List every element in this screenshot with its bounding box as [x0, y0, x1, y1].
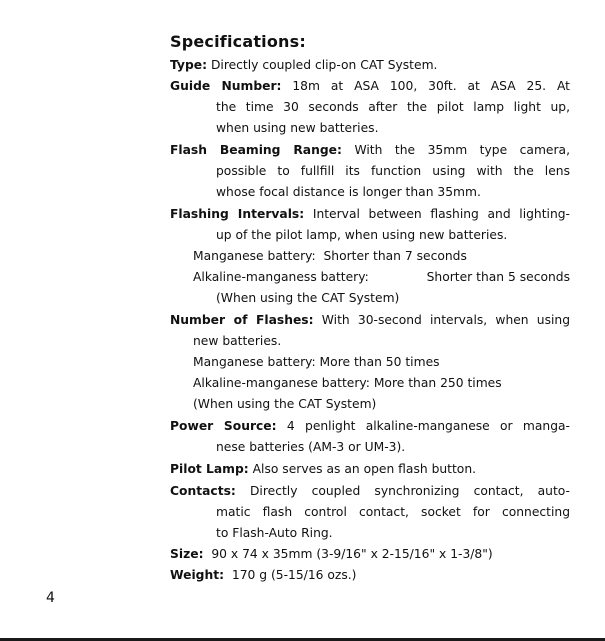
spec-flashing-intervals-alkaline [193, 269, 570, 285]
page-number: 4 [46, 590, 55, 606]
spec-guide-number-line: 18m at ASA 100, 30ft. at ASA 25. At [292, 79, 570, 93]
spec-power-source-label: Power Source: [170, 419, 277, 433]
spec-weight-value: 170 g (5-15/16 ozs.) [231, 568, 357, 582]
spec-pilot-lamp-label: Pilot Lamp: [170, 462, 249, 476]
spec-number-of-flashes-line: new batteries. [193, 334, 282, 348]
spec-guide-number-line: the time 30 seconds after the pilot lamp light up, [216, 100, 570, 114]
spec-contacts-line: Directly coupled synchronizing contact, auto- [249, 484, 570, 498]
spec-flashing-intervals-line: Interval between flashing and lighting- [312, 207, 570, 221]
spec-contacts [170, 483, 570, 499]
page-title: Specifications: [170, 32, 306, 51]
spec-pilot-lamp [170, 461, 476, 477]
spec-contacts-line: to Flash-Auto Ring. [216, 526, 333, 540]
spec-number-of-flashes-manganese: Manganese battery: More than 50 times [193, 355, 440, 369]
spec-flash-beaming-range-line: whose focal distance is longer than 35mm. [216, 185, 481, 199]
spec-weight-label: Weight: [170, 568, 225, 582]
spec-number-of-flashes-label: Number of Flashes: [170, 313, 314, 327]
spec-flashing-intervals-manganese [193, 248, 467, 264]
spec-guide-number-line: when using new batteries. [216, 121, 379, 135]
spec-flashing-intervals-label: Flashing Intervals: [170, 207, 305, 221]
spec-type-label: Type: [170, 58, 208, 72]
spec-type-value: Directly coupled clip-on CAT System. [210, 58, 438, 72]
spec-number-of-flashes-alkaline: Alkaline-manganese battery: More than 250 times [193, 376, 502, 390]
spec-number-of-flashes-note: (When using the CAT System) [193, 397, 377, 411]
spec-power-source-line: nese batteries (AM-3 or UM-3). [216, 440, 406, 454]
spec-size [170, 546, 493, 562]
spec-flashing-intervals-note: (When using the CAT System) [216, 291, 400, 305]
manganese-battery-label: Manganese battery: [193, 249, 316, 263]
spec-pilot-lamp-value: Also serves as an open flash button. [252, 462, 477, 476]
spec-guide-number-label: Guide Number: [170, 79, 282, 93]
spec-flash-beaming-range [170, 142, 570, 158]
alkaline-battery-label: Alkaline-manganess battery: [193, 270, 369, 284]
spec-guide-number [170, 78, 570, 94]
manganese-battery-value: Shorter than 7 seconds [323, 249, 467, 263]
spec-flashing-intervals [170, 206, 570, 222]
spec-power-source-line: 4 penlight alkaline-manganese or manga- [286, 419, 570, 433]
spec-type [170, 57, 437, 73]
spec-flash-beaming-range-label: Flash Beaming Range: [170, 143, 342, 157]
spec-power-source [170, 418, 570, 434]
spec-size-label: Size: [170, 547, 204, 561]
spec-flashing-intervals-line: up of the pilot lamp, when using new batteries. [216, 228, 508, 242]
spec-size-value: 90 x 74 x 35mm (3-9/16" x 2-15/16" x 1-3/8") [211, 547, 493, 561]
spec-number-of-flashes [170, 312, 570, 328]
spec-contacts-line: matic flash control contact, socket for connecting [216, 505, 570, 519]
spec-weight [170, 567, 356, 583]
alkaline-battery-value: Shorter than 5 seconds [426, 270, 570, 284]
spec-flash-beaming-range-line: possible to fullfill its function using with the lens [216, 164, 570, 178]
spec-number-of-flashes-line: With 30-second intervals, when using [321, 313, 571, 327]
spec-contacts-label: Contacts: [170, 484, 236, 498]
spec-flash-beaming-range-line: With the 35mm type camera, [354, 143, 570, 157]
